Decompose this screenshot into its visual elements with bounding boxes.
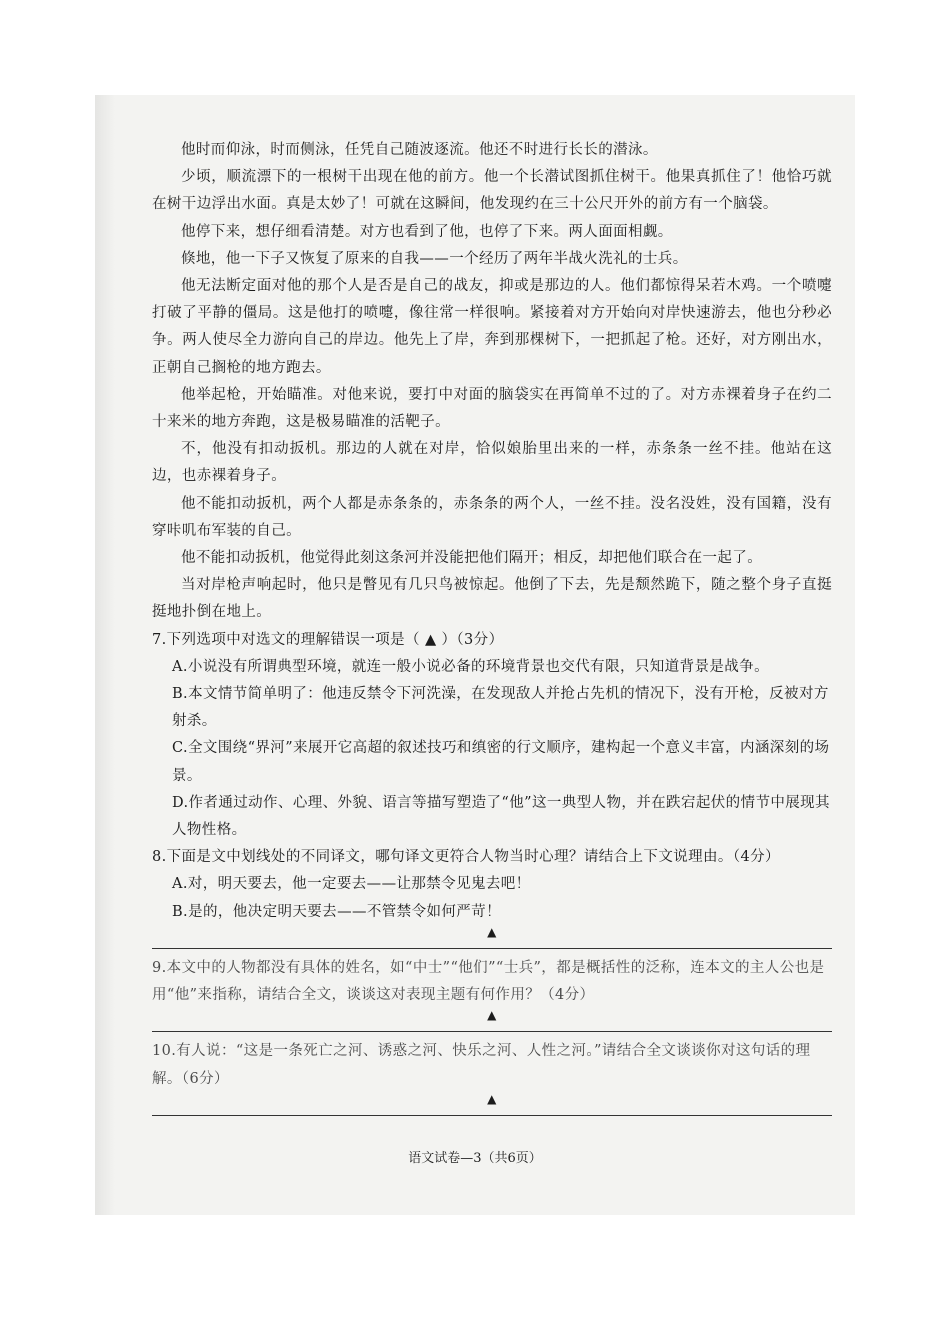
option-a: A.对，明天要去，他一定要去——让那禁令见鬼去吧！ <box>172 876 531 893</box>
passage-paragraph: 倏地，他一下子又恢复了原来的自我——一个经历了两年半战火洗礼的士兵。 <box>181 250 688 267</box>
page-footer: 语文试卷—3（共6页） <box>408 1151 542 1166</box>
reading-passage <box>152 137 832 627</box>
answer-line <box>152 926 832 949</box>
passage-paragraph: 他不能扣动扳机，两个人都是赤条条的，赤条条的两个人，一丝不挂。没名没姓，没有国籍，没有穿咔叽布军装的自己。 <box>152 495 832 539</box>
passage-paragraph: 不，他没有扣动扳机。那边的人就在对岸，恰似娘胎里出来的一样，赤条条一丝不挂。他站在这边，也赤裸着身子。 <box>152 441 832 485</box>
question-10 <box>152 1038 832 1115</box>
question-stem: 7.下列选项中对选文的理解错误一项是（ ▲ ）（3分） <box>152 631 504 648</box>
passage-paragraph: 少顷，顺流漂下的一根树干出现在他的前方。他一个长潜试图抓住树干。他果真抓住了！他恰巧就在树干边浮出水面。真是太妙了！可就在这瞬间，他发现约在三十公尺开外的前方有一个脑袋。 <box>152 169 832 213</box>
passage-paragraph: 当对岸枪声响起时，他只是瞥见有几只鸟被惊起。他倒了下去，先是颓然跪下，随之整个身子直挺挺地扑倒在地上。 <box>152 577 832 621</box>
option-b: B.是的，他决定明天要去——不管禁令如何严苛！ <box>172 903 501 920</box>
answer-marker-icon: ▲ <box>487 924 497 939</box>
answer-marker-icon: ▲ <box>487 1008 497 1023</box>
answer-line <box>152 1009 832 1032</box>
question-stem: 8.下面是文中划线处的不同译文，哪句译文更符合人物当时心理？请结合上下文说理由。（4分） <box>152 849 780 866</box>
option-c: C.全文围绕“界河”来展开它高超的叙述技巧和缜密的行文顺序，建构起一个意义丰富，内涵深刻的场景。 <box>172 740 830 784</box>
passage-paragraph: 他不能扣动扳机，他觉得此刻这条河并没能把他们隔开；相反，却把他们联合在一起了。 <box>181 550 763 567</box>
question-7 <box>152 627 832 845</box>
option-d: D.作者通过动作、心理、外貌、语言等描写塑造了“他”这一典型人物，并在跌宕起伏的情节中展现其人物性格。 <box>172 794 830 839</box>
exam-content <box>152 137 832 1122</box>
question-stem: 9.本文中的人物都没有具体的姓名，如“中士”“他们”“士兵”，都是概括性的泛称，连本文的主人公也是用“他”来指称，请结合全文，谈谈这对表现主题有何作用？（4分） <box>152 959 825 1004</box>
question-9 <box>152 955 832 1032</box>
passage-paragraph: 他停下来，想仔细看清楚。对方也看到了他，也停了下来。两人面面相觑。 <box>181 223 673 240</box>
question-stem: 10.有人说：“这是一条死亡之河、诱惑之河、快乐之河、人性之河。”请结合全文谈谈你对这句话的理解。（6分） <box>152 1043 811 1087</box>
option-b: B.本文情节简单明了：他违反禁令下河洗澡，在发现敌人并抢占先机的情况下，没有开枪，反被对方射杀。 <box>172 686 829 730</box>
answer-marker-icon: ▲ <box>487 1091 497 1106</box>
answer-line <box>152 1093 832 1116</box>
passage-paragraph: 他无法断定面对他的那个人是否是自己的战友，抑或是那边的人。他们都惊得呆若木鸡。一个喷嚏打破了平静的僵局。这是他打的喷嚏，像往常一样很响。紧接着对方开始向对岸快速游去，他也分秒必争。两人使尽全力游向自己的岸边。他先上了岸，奔到那棵树下，一把抓起了枪。还好，对方刚出水，正朝自己搁枪的地方跑去。 <box>152 278 832 376</box>
passage-paragraph: 他举起枪，开始瞄准。对他来说，要打中对面的脑袋实在再简单不过的了。对方赤裸着身子在约二十来米的地方奔跑，这是极易瞄准的活靶子。 <box>152 386 832 431</box>
question-8 <box>152 844 832 949</box>
passage-paragraph: 他时而仰泳，时而侧泳，任凭自己随波逐流。他还不时进行长长的潜泳。 <box>181 142 658 158</box>
option-a: A.小说没有所谓典型环境，就连一般小说必备的环境背景也交代有限，只知道背景是战争。 <box>172 658 769 675</box>
scan-edge-shadow <box>95 95 115 1215</box>
